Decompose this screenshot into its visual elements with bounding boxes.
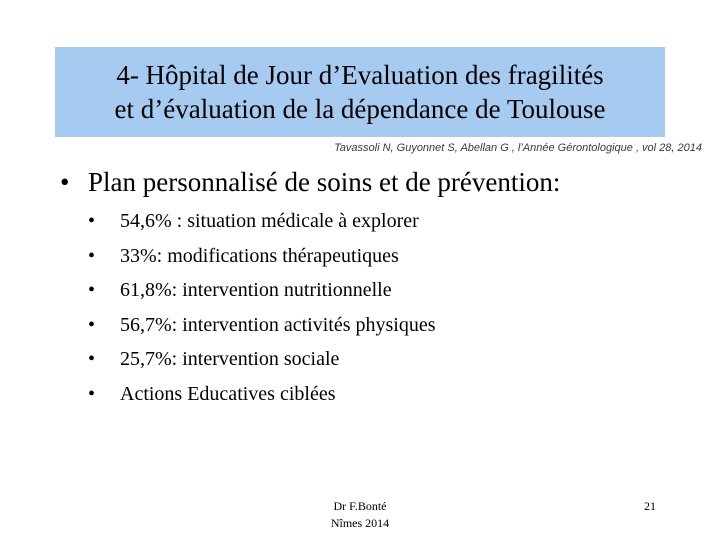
page-number: 21	[644, 499, 656, 513]
bullet-icon: •	[60, 167, 70, 197]
sub-bullet-text: 33%: modifications thérapeutiques	[120, 244, 399, 267]
sub-bullet-text: 25,7%: intervention sociale	[120, 348, 340, 370]
footer-author: Dr F.Bonté	[333, 499, 387, 513]
bullet-icon: •	[88, 279, 96, 301]
sub-bullet-text: 54,6% : situation médicale à explorer	[120, 210, 419, 232]
main-bullet-text: Plan personnalisé de soins et de prévention:	[88, 167, 561, 197]
sub-bullet-item	[88, 342, 436, 377]
bullet-icon: •	[88, 244, 96, 267]
sub-bullet-item	[88, 204, 436, 239]
slide-title-box	[55, 47, 665, 137]
sub-bullet-item	[88, 308, 436, 343]
sub-bullet-text: 56,7%: intervention activités physiques	[120, 313, 436, 336]
slide-title-line-1: 4- Hôpital de Jour d’Evaluation des fragilités	[116, 60, 604, 90]
sub-bullet-text: Actions Educatives ciblées	[120, 382, 336, 405]
sub-bullet-item	[88, 377, 436, 412]
bullet-icon: •	[88, 210, 96, 232]
bullet-icon: •	[88, 382, 96, 405]
bullet-icon: •	[88, 313, 96, 336]
sub-bullet-text: 61,8%: intervention nutritionnelle	[120, 279, 392, 301]
citation-reference: Tavassoli N, Guyonnet S, Abellan G , l’Année Gérontologique , vol 28, 2014	[334, 142, 702, 154]
sub-bullet-item	[88, 273, 436, 308]
main-bullet-item	[60, 164, 560, 200]
footer-place-year: Nîmes 2014	[330, 516, 390, 530]
sub-bullet-item	[88, 239, 436, 274]
slide-footer	[300, 498, 420, 532]
bullet-icon: •	[88, 348, 96, 370]
sub-bullet-list	[88, 204, 436, 411]
slide-title-line-2: et d’évaluation de la dépendance de Toulouse	[114, 94, 606, 124]
